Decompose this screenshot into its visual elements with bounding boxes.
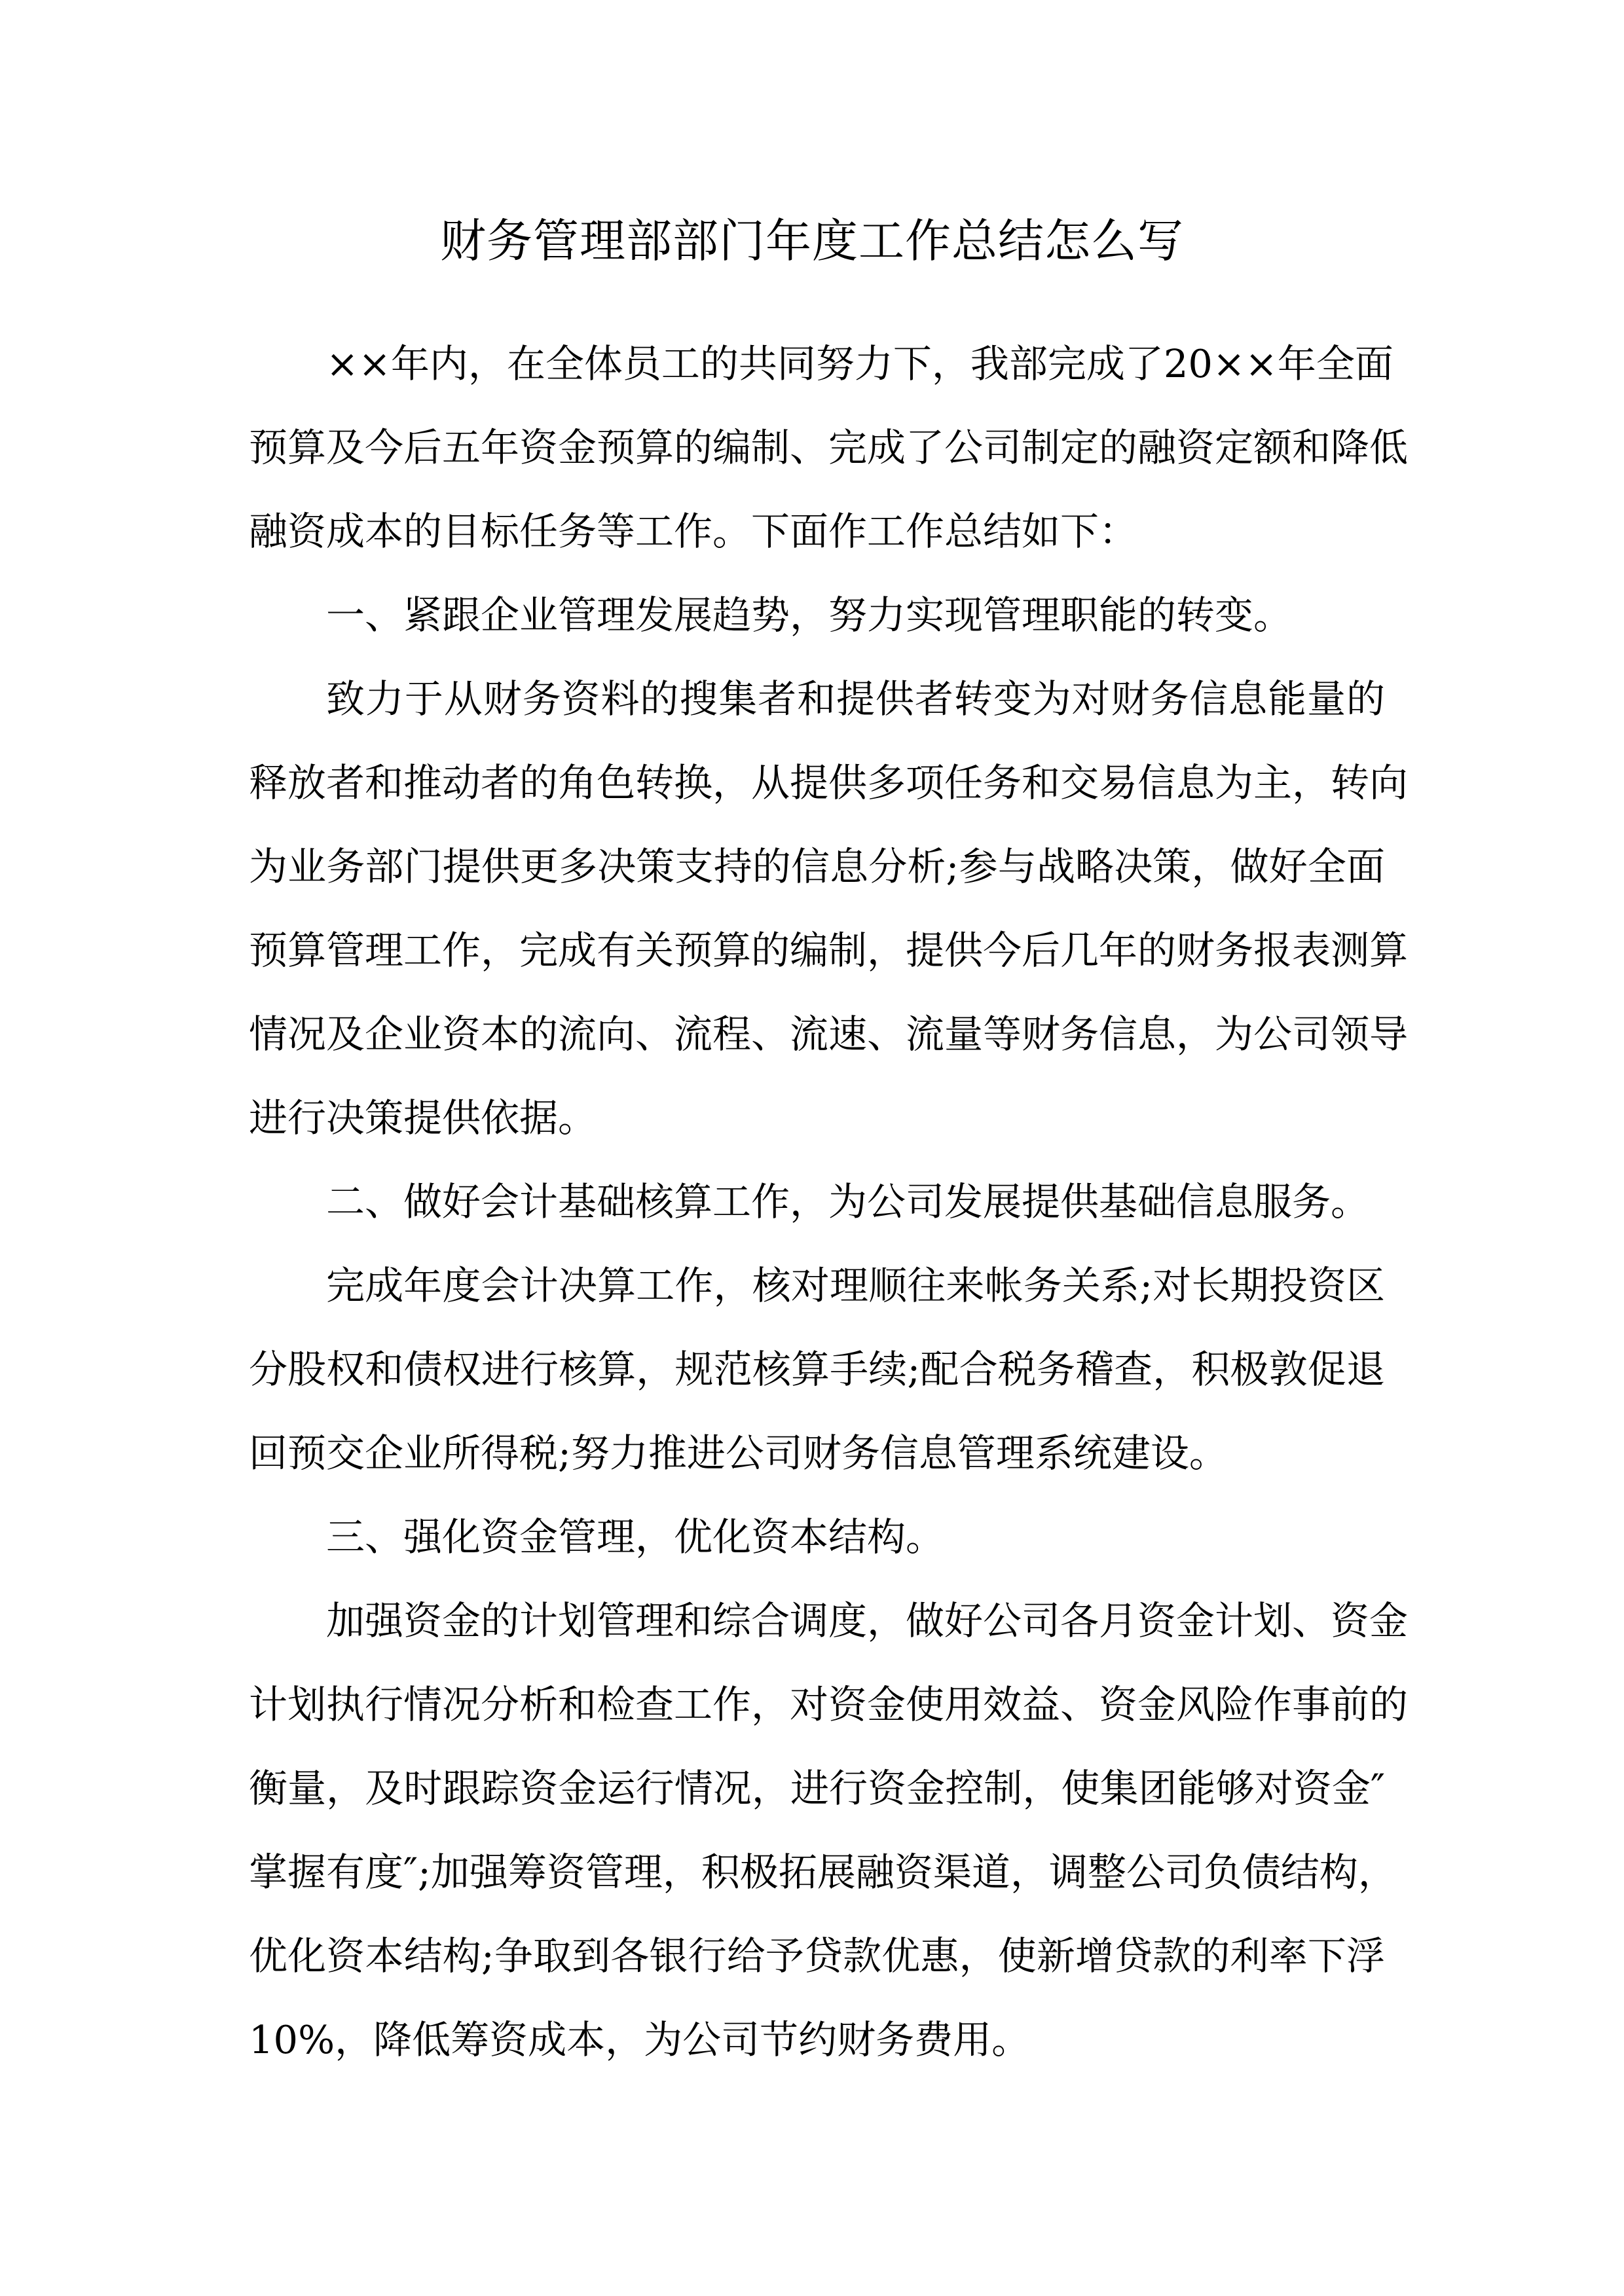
section-heading-3: 三、强化资金管理，优化资本结构。 (326, 1514, 945, 1559)
paragraph-line: 计划执行情况分析和检查工作，对资金使用效益、资金风险作事前的 (249, 1682, 1409, 1727)
paragraph-line: 预算管理工作，完成有关预算的编制，提供今后几年的财务报表测算 (249, 928, 1409, 973)
paragraph-line: 融资成本的目标任务等工作。下面作工作总结如下： (249, 509, 1138, 554)
paragraph-line: 回预交企业所得税;努力推进公司财务信息管理系统建设。 (249, 1430, 1228, 1476)
section-heading-1: 一、紧跟企业管理发展趋势，努力实现管理职能的转变。 (326, 592, 1293, 638)
paragraph-line: 情况及企业资本的流向、流程、流速、流量等财务信息，为公司领导 (249, 1011, 1409, 1057)
paragraph-line: ××年内，在全体员工的共同努力下，我部完成了20××年全面 (326, 341, 1393, 386)
paragraph-line: 优化资本结构;争取到各银行给予贷款优惠，使新增贷款的利率下浮 (249, 1933, 1385, 1978)
section-heading-2: 二、做好会计基础核算工作，为公司发展提供基础信息服务。 (326, 1179, 1370, 1224)
paragraph-line: 释放者和推动者的角色转换，从提供多项任务和交易信息为主，转向 (249, 760, 1409, 805)
paragraph-line: 为业务部门提供更多决策支持的信息分析;参与战略决策，做好全面 (249, 844, 1385, 889)
paragraph-line: 掌握有度″;加强筹资管理，积极拓展融资渠道，调整公司负债结构， (249, 1850, 1397, 1895)
paragraph-line: 完成年度会计决算工作，核对理顺往来帐务关系;对长期投资区 (326, 1263, 1385, 1308)
paragraph-line: 加强资金的计划管理和综合调度，做好公司各月资金计划、资金 (326, 1598, 1409, 1643)
document-title: 财务管理部部门年度工作总结怎么写 (440, 214, 1184, 268)
paragraph-line: 预算及今后五年资金预算的编制、完成了公司制定的融资定额和降低 (249, 425, 1409, 470)
paragraph-line: 衡量，及时跟踪资金运行情况，进行资金控制，使集团能够对资金″ (249, 1766, 1385, 1811)
paragraph-line: 致力于从财务资料的搜集者和提供者转变为对财务信息能量的 (326, 676, 1385, 721)
document-body (249, 322, 1409, 2082)
paragraph-line: 分股权和债权进行核算，规范核算手续;配合税务稽查，积极敦促退 (249, 1347, 1385, 1392)
paragraph-line: 进行决策提供依据。 (249, 1095, 597, 1140)
paragraph-line: 10%，降低筹资成本，为公司节约财务费用。 (249, 2017, 1031, 2062)
